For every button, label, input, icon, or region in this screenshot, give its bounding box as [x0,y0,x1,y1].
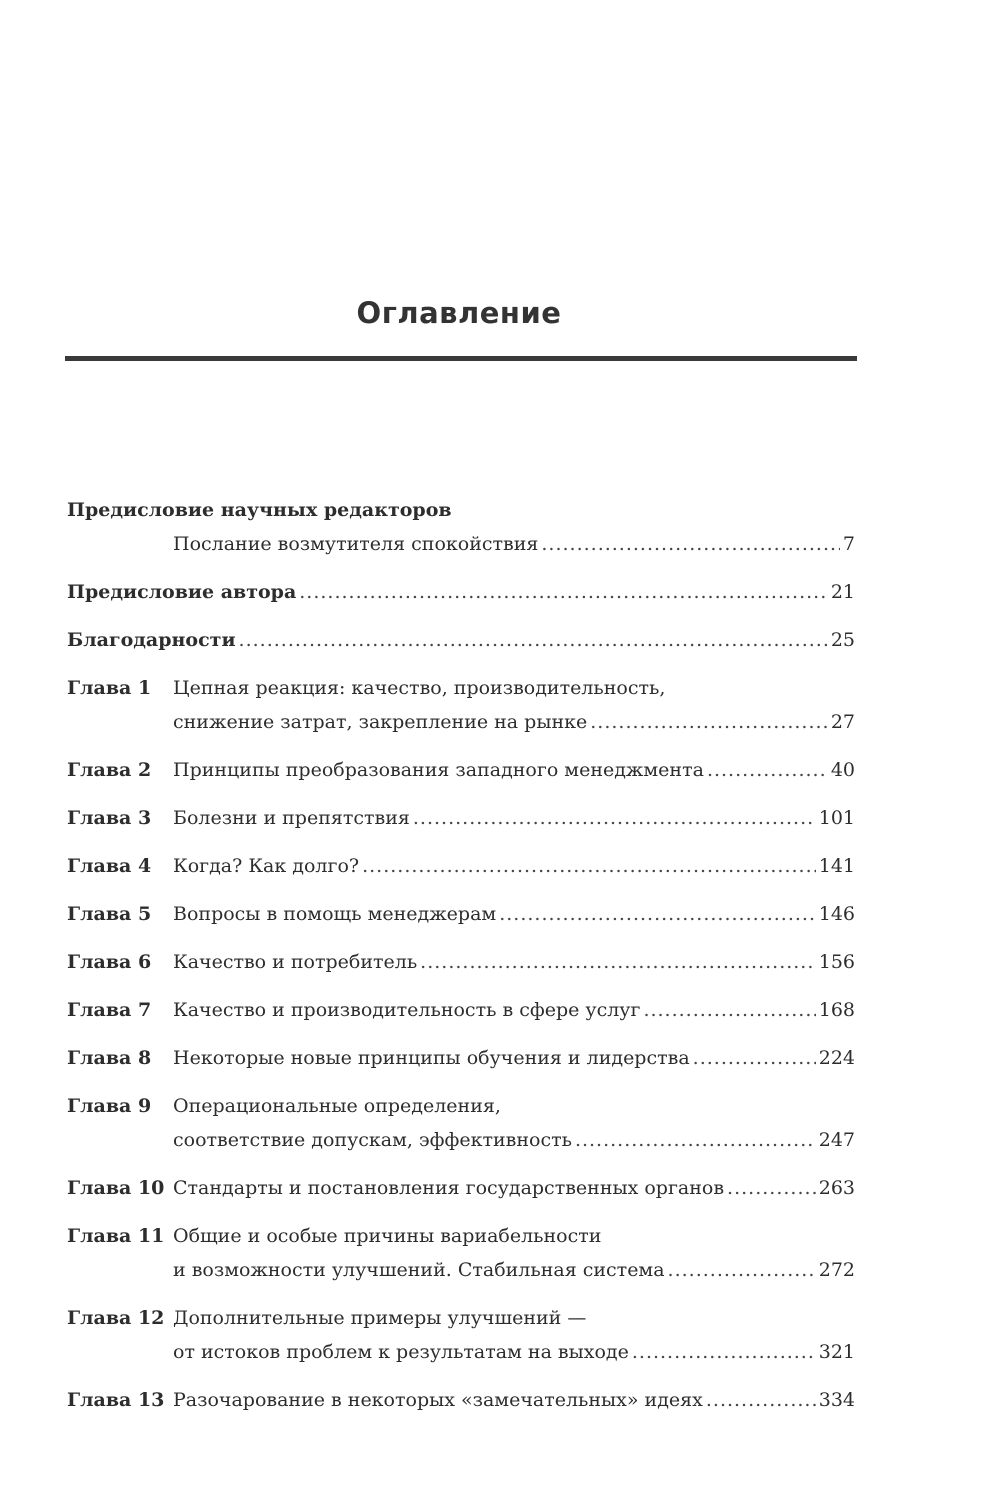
chapter-title-continued: от истоков проблем к результатам на выходе [173,1341,629,1363]
toc-entry-chapter-1[interactable] [67,671,855,739]
chapter-title: Болезни и препятствия [173,807,410,829]
toc-page-number: 7 [842,533,855,555]
chapter-label: Глава 12 [67,1307,165,1329]
chapter-title: Вопросы в помощь менеджерам [173,903,497,925]
chapter-label: Глава 4 [67,855,152,877]
chapter-label: Глава 2 [67,759,152,781]
toc-page-number: 101 [818,807,855,829]
toc-entry-chapter-8[interactable] [67,1041,855,1075]
toc-page-number: 141 [818,855,855,877]
dot-leader [590,705,828,739]
dot-leader [668,1253,816,1287]
toc-entry-chapter-13[interactable] [67,1383,855,1417]
dot-leader [413,801,816,835]
chapter-label: Глава 11 [67,1225,165,1247]
toc-page-number: 25 [830,629,855,651]
dot-leader [727,1171,816,1205]
toc-entry-chapter-4[interactable] [67,849,855,883]
toc-page-number: 224 [818,1047,855,1069]
dot-leader [541,527,840,561]
chapter-title: Общие и особые причины вариабельности [173,1225,602,1247]
toc-page-number: 21 [830,581,855,603]
toc-entry-chapter-10[interactable] [67,1171,855,1205]
chapter-label: Глава 3 [67,807,152,829]
chapter-label: Глава 10 [67,1177,165,1199]
table-of-contents [67,493,855,1417]
chapter-label: Глава 5 [67,903,152,925]
toc-entry-chapter-3[interactable] [67,801,855,835]
toc-entry-chapter-5[interactable] [67,897,855,931]
toc-entry-author-preface[interactable] [67,575,855,609]
toc-page-number: 334 [818,1389,855,1411]
chapter-label: Глава 13 [67,1389,165,1411]
toc-page-number: 27 [830,711,855,733]
toc-entry-chapter-9[interactable] [67,1089,855,1157]
chapter-title-continued: и возможности улучшений. Стабильная система [173,1259,665,1281]
toc-page-number: 321 [818,1341,855,1363]
dot-leader [362,849,816,883]
chapter-title: Дополнительные примеры улучшений — [173,1307,587,1329]
chapter-title: Стандарты и постановления государственных органов [173,1177,725,1199]
toc-entry-editors-preface[interactable] [67,493,855,561]
toc-entry-title: Предисловие автора [67,581,297,603]
title-rule [65,356,857,361]
dot-leader [643,993,815,1027]
dot-leader [575,1123,816,1157]
dot-leader [693,1041,816,1075]
dot-leader [499,897,816,931]
toc-entry-chapter-2[interactable] [67,753,855,787]
dot-leader [239,623,828,657]
toc-page-number: 263 [818,1177,855,1199]
toc-page-number: 247 [818,1129,855,1151]
toc-page-number: 146 [818,903,855,925]
toc-entry-acknowledgements[interactable] [67,623,855,657]
chapter-title: Принципы преобразования западного менеджмента [173,759,704,781]
toc-entry-subtitle: Послание возмутителя спокойствия [173,533,539,555]
dot-leader [632,1335,816,1369]
toc-page-number: 40 [830,759,855,781]
toc-entry-title: Благодарности [67,629,236,651]
chapter-label: Глава 9 [67,1095,152,1117]
dot-leader [299,575,828,609]
toc-page-number: 272 [818,1259,855,1281]
toc-page-number: 168 [818,999,855,1021]
dot-leader [706,1383,816,1417]
chapter-title: Цепная реакция: качество, производительность, [173,677,666,699]
chapter-label: Глава 8 [67,1047,152,1069]
dot-leader [420,945,816,979]
chapter-title: Некоторые новые принципы обучения и лидерства [173,1047,690,1069]
toc-entry-chapter-11[interactable] [67,1219,855,1287]
chapter-title-continued: снижение затрат, закрепление на рынке [173,711,588,733]
chapter-title: Операциональные определения, [173,1095,501,1117]
chapter-title-continued: соответствие допускам, эффективность [173,1129,572,1151]
toc-entry-title: Предисловие научных редакторов [67,499,452,521]
chapter-label: Глава 7 [67,999,152,1021]
toc-entry-chapter-7[interactable] [67,993,855,1027]
toc-entry-chapter-12[interactable] [67,1301,855,1369]
chapter-title: Качество и потребитель [173,951,418,973]
toc-entry-chapter-6[interactable] [67,945,855,979]
dot-leader [707,753,828,787]
page-title: Оглавление [356,296,562,330]
chapter-title: Когда? Как долго? [173,855,360,877]
chapter-label: Глава 6 [67,951,152,973]
chapter-title: Качество и производительность в сфере услуг [173,999,641,1021]
chapter-title: Разочарование в некоторых «замечательных» идеях [173,1389,703,1411]
toc-page-number: 156 [818,951,855,973]
chapter-label: Глава 1 [67,677,152,699]
